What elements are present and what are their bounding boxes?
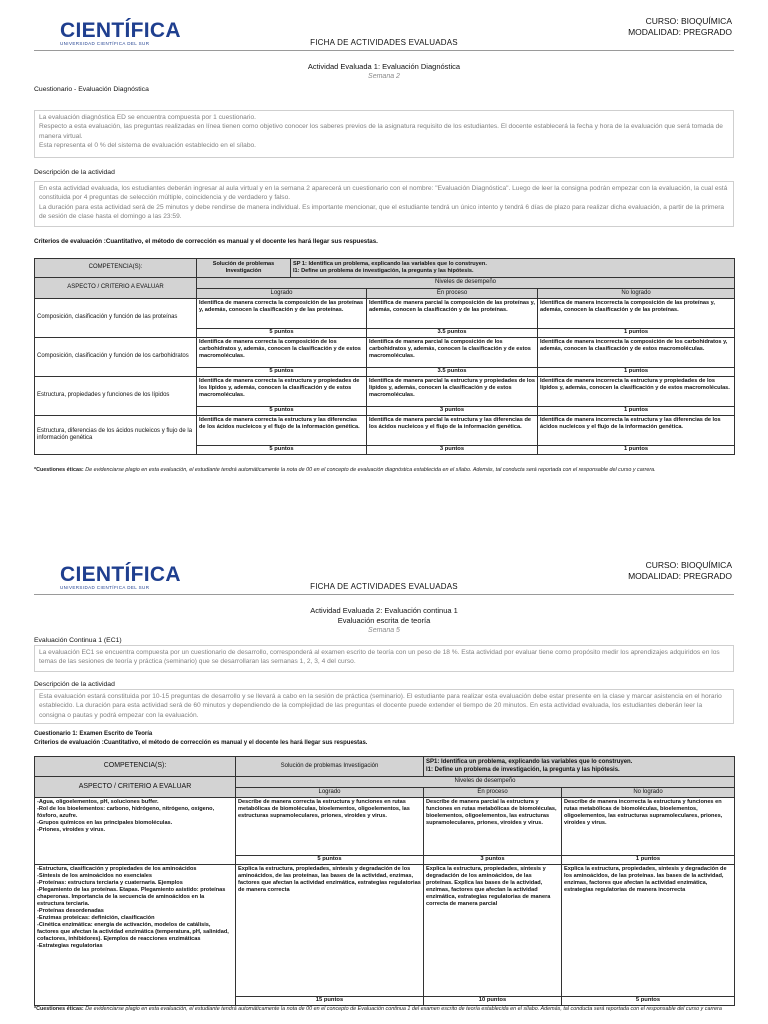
activity-week: Semana 2 — [368, 73, 400, 80]
intro-line: La evaluación diagnóstica ED se encuentra compuesta por 1 cuestionario. — [39, 114, 256, 121]
activity-subtitle: Evaluación escrita de teoría — [337, 616, 431, 625]
descriptor-not-achieved: Explica la estructura, propiedades, síntesis y degradación de los aminoácidos, de las proteínas. las bases de la actividad, enzimas, factores que afectan la actividad enzimática, estrategias regulatorias de manera incorrecta — [562, 865, 735, 997]
points-achieved: 15 puntos — [236, 997, 424, 1006]
activity-title: Actividad Evaluada 1: Evaluación Diagnóstica — [307, 62, 461, 71]
competency-sp: SP 1: Identifica un problema, explicando las variables que lo construyen. — [293, 261, 487, 268]
criterion-item: -Proteínas: estructura terciaria y cuaternaria. Ejemplos — [37, 879, 183, 886]
competency-i: I1: Define un problema de investigación, la pregunta y las hipótesis. — [426, 766, 620, 773]
level-not-achieved: No logrado — [562, 787, 735, 798]
competency-row — [35, 757, 735, 777]
table-row — [35, 416, 735, 446]
competency-details — [291, 259, 735, 278]
points-in-process: 3 puntos — [367, 407, 538, 416]
intro-box — [34, 110, 734, 158]
criteria-label: Criterios de evaluación : — [34, 238, 106, 245]
ethics-label: *Cuestiones éticas: — [34, 467, 84, 473]
criterion-list — [35, 865, 236, 1006]
descriptor-achieved: Identifica de manera correcta la estructura y propiedades de los lípidos y, además, conocen la clasificación y de estos macromoléculas. — [197, 377, 367, 407]
course-name: CURSO: BIOQUÍMICA — [645, 560, 732, 570]
descriptor-achieved: Identifica de manera correcta la composición de los carbohidratos y, además, conocen la clasificación y de estos macromoléculas. — [197, 338, 367, 368]
criteria-label: Criterios de evaluación : — [34, 740, 104, 746]
ethics-text: De evidenciarse plagio en esta evaluación, el estudiante tendrá automáticamente la nota de 00 en el concepto de Evaluación continua 1 del examen escrito de teoría establecida en el sílabo. Además, tal conducta será reportada con el responsable del curso y carrera — [85, 1006, 722, 1012]
descriptor-in-process: Identifica de manera parcial la estructura y las diferencias de los ácidos nucleicos y el flujo de la información genética. — [367, 416, 538, 446]
table-row — [35, 798, 735, 856]
competency-row — [35, 259, 735, 278]
competency-name: Solución de problemas Investigación — [197, 259, 291, 278]
description-line: La duración para esta actividad será de 25 minutos y debe rendirse de manera individual. Es importante mencionar, que el estudiante tendrá un único intento y tendrá 6 días de plazo para realizar dicha evaluación, a partir de la primera de sesión de clase hasta el domingo a las 23:59. — [39, 203, 725, 221]
points-in-process: 3 puntos — [424, 856, 562, 865]
ethics-note — [34, 467, 734, 474]
sheet-activity-1 — [0, 0, 768, 500]
points-not-achieved: 5 puntos — [562, 997, 735, 1006]
criteria-line — [34, 740, 367, 747]
descriptor-not-achieved: Describe de manera incorrecta la estructura y funciones en rutas metabólicas de biomoléculas, bioelementos, oligoelementos, las estructuras supramoleculares, priones, viroides y virus. — [562, 798, 735, 856]
criterion: Estructura, diferencias de los ácidos nucleicos y flujo de la información genética — [35, 416, 197, 455]
logo-subtitle: UNIVERSIDAD CIENTÍFICA DEL SUR — [60, 41, 150, 47]
header-divider — [34, 50, 734, 51]
points-not-achieved: 1 puntos — [538, 329, 735, 338]
points-not-achieved: 1 puntos — [538, 446, 735, 455]
course-info — [628, 16, 732, 37]
intro-line: Respecto a esta evaluación, las preguntas realizadas en línea tienen como objetivo conocer los saberes previos de la asignatura requisito de los estudiantes. El docente establecerá la fecha y hora de la evaluación que será tomada de manera virtual. — [39, 123, 723, 140]
aspect-label: ASPECTO / CRITERIO A EVALUAR — [35, 278, 197, 299]
ethics-label: *Cuestiones éticas: — [34, 1006, 84, 1012]
criterion-item: -Plegamiento de las proteínas. Etapas. Plegamiento asistido: proteínas chaperonas. Importancia de la secuencia de aminoácidos en la estructura terciaria. — [37, 886, 226, 907]
intro-line: La evaluación EC1 se encuentra compuesta por un cuestionario de desarrollo, corresponderá al examen escrito de teoría con un peso de 18 %. Esta actividad por evaluar tiene como propósito medir los aprendizajes adquiridos en los temas de las sesiones de teoría y práctica (seminario) que se desarrollaran las semanas 1, 2, 3, 4 del curso. — [39, 649, 720, 666]
criterion-item: -Rol de los bioelementos: carbono, hidrógeno, nitrógeno, oxígeno, fósforo, azufre. — [37, 805, 215, 819]
criterion-item: -Estrategias regulatorias — [37, 942, 103, 949]
logo-wordmark: CIENTÍFICA — [60, 563, 181, 586]
ficha-title: FICHA DE ACTIVIDADES EVALUADAS — [310, 38, 458, 47]
criterion-item: -Estructura, clasificación y propiedades de los aminoácidos — [37, 866, 197, 872]
descriptor-in-process: Identifica de manera parcial la composición de los carbohidratos y, además, conocen la clasificación y de estos macromoléculas. — [367, 338, 538, 368]
descriptor-in-process: Identifica de manera parcial la estructura y propiedades de los lípidos y, además, conocen la clasificación y de estos macromoléculas. — [367, 377, 538, 407]
criteria-text: Cuantitativo, el método de corrección es manual y el docente les hará llegar sus respuestas. — [103, 740, 368, 746]
levels-label: Niveles de desempeño — [197, 278, 735, 289]
course-modality: MODALIDAD: PREGRADO — [628, 570, 732, 581]
criteria-line — [34, 238, 378, 245]
competency-label: COMPETENCIA(S): — [35, 259, 197, 278]
descriptor-not-achieved: Identifica de manera incorrecta la estructura y propiedades de los lípidos y, además, conocen la clasificación y de estos macromoléculas. — [538, 377, 735, 407]
activity-title: Actividad Evaluada 2: Evaluación continua 1 — [310, 606, 458, 615]
competency-sp: SP1: Identifica un problema, explicando las variables que lo construyen. — [426, 759, 633, 765]
points-achieved: 5 puntos — [197, 368, 367, 377]
descriptor-not-achieved: Identifica de manera incorrecta la composición de las proteínas y, además, conocen la clasificación y de las proteínas. — [538, 299, 735, 329]
competency-details — [424, 757, 735, 777]
criterion: Estructura, propiedades y funciones de los lípidos — [35, 377, 197, 416]
section-label: Evaluación Continua 1 (EC1) — [34, 637, 122, 644]
descriptor-in-process: Identifica de manera parcial la composición de las proteínas y, además, conocen la clasificación y de las proteínas. — [367, 299, 538, 329]
points-in-process: 3 puntos — [367, 446, 538, 455]
descriptor-achieved: Identifica de manera correcta la composición de las proteínas y, además, conocen la clasificación y de las proteínas. — [197, 299, 367, 329]
ethics-note — [34, 1006, 734, 1013]
course-modality: MODALIDAD: PREGRADO — [628, 26, 732, 37]
descriptor-achieved: Identifica de manera correcta la estructura y las diferencias de los ácidos nucleicos y el flujo de la información genética. — [197, 416, 367, 446]
levels-row — [35, 278, 735, 289]
level-achieved: Logrado — [236, 787, 424, 798]
description-box — [34, 689, 734, 724]
description-box — [34, 181, 734, 227]
points-in-process: 3.5 puntos — [367, 329, 538, 338]
description-line: En esta actividad evaluada, los estudiantes deberán ingresar al aula virtual y en la semana 2 aparecerá un cuestionario con el nombre: "Evaluación Diagnóstica". Luego de leer la consigna podrán empezar con la evaluación, la cual está constituida por 4 preguntas de selección múltiple, coincidencia y de verdadero y falso. — [39, 185, 728, 202]
criterion: Composición, clasificación y función de los carbohidratos — [35, 338, 197, 377]
criterion-item: -Priones, viroides y virus. — [37, 826, 106, 833]
descriptor-achieved: Describe de manera correcta la estructura y funciones en rutas metabólicas de biomoléculas, bioelementos, oligoelementos, las estructuras supramoleculares, priones, viroides y virus. — [236, 798, 424, 856]
level-in-process: En proceso — [424, 787, 562, 798]
criteria-text: Cuantitativo, el método de corrección es manual y el docente les hará llegar sus respuestas. — [105, 238, 378, 245]
points-not-achieved: 1 puntos — [538, 368, 735, 377]
competency-label: COMPETENCIA(S): — [35, 757, 236, 777]
points-achieved: 5 puntos — [236, 856, 424, 865]
course-info — [628, 560, 732, 581]
intro-line: Esta representa el 0 % del sistema de evaluación establecido en el sílabo. — [39, 142, 256, 150]
rubric-table — [34, 258, 735, 455]
criterion-item: -Proteínas desordenadas — [37, 907, 104, 914]
descriptor-not-achieved: Identifica de manera incorrecta la composición de los carbohidratos y, además, conocen la clasificación y de estos macromoléculas. — [538, 338, 735, 368]
levels-row — [35, 777, 735, 788]
descriptor-achieved: Explica la estructura, propiedades, síntesis y degradación de los aminoácidos, de las proteínas, las bases de la actividad, enzimas, factores que afectan la actividad enzimática, estrategias regulatorias de manera correcta — [236, 865, 424, 997]
description-line: Esta evaluación estará constituida por 10-15 preguntas de desarrollo y se llevará a cabo en la sesión de práctica (seminario). El estudiante para realizar esta evaluación debe estar presente en la clase y marcar asistencia en el horario establecido. La duración para esta actividad será de 60 minutos y dependiendo de la complejidad de las preguntas el docente puede extender el tiempo de 20 minutos. En esta actividad evaluada, los estudiantes deberán leer la consigna o pautas y podrá empezar con la evaluación. — [39, 693, 722, 719]
header-divider — [34, 594, 734, 595]
level-achieved: Logrado — [197, 288, 367, 299]
criterion: Composición, clasificación y función de las proteínas — [35, 299, 197, 338]
level-in-process: En proceso — [367, 288, 538, 299]
descriptor-not-achieved: Identifica de manera incorrecta la estructura y las diferencias de los ácidos nucleicos y el flujo de la información genética. — [538, 416, 735, 446]
ficha-title: FICHA DE ACTIVIDADES EVALUADAS — [310, 582, 458, 591]
level-not-achieved: No logrado — [538, 288, 735, 299]
ethics-text: De evidenciarse plagio en esta evaluación, el estudiante tendrá automáticamente la nota de 00 en el concepto de evaluación diagnóstica establecida en el sílabo. Además, tal conducta será reportada con el responsable del curso y carrera. — [85, 467, 656, 473]
points-achieved: 5 puntos — [197, 446, 367, 455]
criterion-list — [35, 798, 236, 865]
aspect-label: ASPECTO / CRITERIO A EVALUAR — [35, 777, 236, 798]
criterion-item: -Enzimas proteicas: definición, clasificación — [37, 914, 155, 921]
description-label: Descripción de la actividad — [34, 681, 115, 688]
descriptor-in-process: Describe de manera parcial la estructura y funciones en rutas metabólicas de biomoléculas, bioelementos, oligoelementos, las estructuras supramoleculares, priones, viroides y virus. — [424, 798, 562, 856]
competency-name: Solución de problemas Investigación — [236, 757, 424, 777]
points-not-achieved: 1 puntos — [538, 407, 735, 416]
logo-wordmark: CIENTÍFICA — [60, 19, 181, 42]
points-in-process: 3.5 puntos — [367, 368, 538, 377]
points-not-achieved: 1 puntos — [562, 856, 735, 865]
criterion-item: -Agua, oligoelementos, pH, soluciones buffer. — [37, 799, 159, 805]
levels-label: Niveles de desempeño — [236, 777, 735, 788]
sheet-activity-2 — [0, 548, 768, 1024]
rubric-table — [34, 756, 735, 1006]
points-achieved: 5 puntos — [197, 329, 367, 338]
criterion-item: -Cinética enzimática: energía de activación, modelos de catálisis, factores que afectan la actividad enzimática (temperatura, pH, salinidad, cofactores, inhibidores). Ejemplos de reacciones enzimáticas — [37, 921, 229, 942]
criterion-item: -Síntesis de los aminoácidos no esenciales — [37, 872, 153, 879]
table-row — [35, 299, 735, 329]
section-label: Cuestionario - Evaluación Diagnóstica — [34, 86, 149, 93]
table-row — [35, 338, 735, 368]
quiz-label: Cuestionario 1: Examen Escrito de Teoría — [34, 731, 153, 737]
points-in-process: 10 puntos — [424, 997, 562, 1006]
descriptor-in-process: Explica la estructura, propiedades, síntesis y degradación de los aminoácidos, de las proteínas. Explica las bases de la actividad, enzimas, factores que afectan la actividad enzimática, estrategias regulatorias de manera correcta de manera parcial — [424, 865, 562, 997]
competency-i: I1: Define un problema de investigación, la pregunta y las hipótesis. — [293, 268, 474, 274]
course-name: CURSO: BIOQUÍMICA — [645, 16, 732, 26]
criterion-item: -Grupos químicos en las principales biomoléculas. — [37, 819, 173, 826]
table-row — [35, 377, 735, 407]
points-achieved: 5 puntos — [197, 407, 367, 416]
description-label: Descripción de la actividad — [34, 169, 115, 176]
intro-box — [34, 645, 734, 672]
logo-subtitle: UNIVERSIDAD CIENTÍFICA DEL SUR — [60, 585, 150, 591]
activity-week: Semana 5 — [368, 627, 400, 634]
table-row — [35, 865, 735, 997]
